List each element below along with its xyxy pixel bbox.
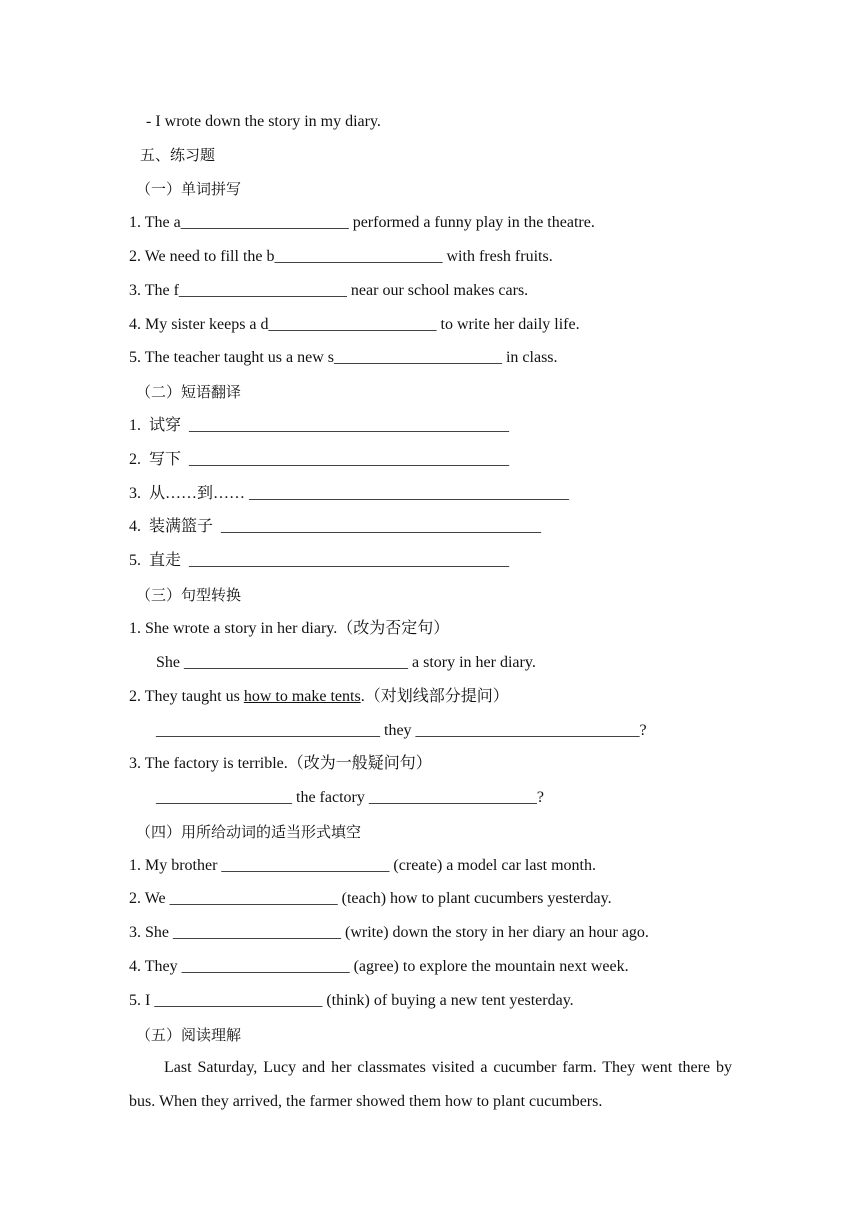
phrase-q1: 1. 试穿 ________________________________________ — [129, 417, 510, 434]
transform-q2-post: .（对划线部分提问） — [360, 688, 509, 705]
phrase-q2: 2. 写下 ________________________________________ — [129, 451, 510, 468]
verb-q5: 5. I _____________________ (think) of buying a new tent yesterday. — [129, 992, 574, 1009]
spelling-q1: 1. The a_____________________ performed a funny play in the theatre. — [129, 214, 595, 231]
subsection-sentence-transform: （三）句型转换 — [136, 586, 242, 604]
verb-q2: 2. We _____________________ (teach) how to plant cucumbers yesterday. — [129, 890, 612, 907]
verb-q4: 4. They _____________________ (agree) to explore the mountain next week. — [129, 958, 629, 975]
spelling-q3: 3. The f_____________________ near our school makes cars. — [129, 282, 529, 299]
transform-q3-answer: _________________ the factory _____________________? — [156, 789, 544, 806]
spelling-q5: 5. The teacher taught us a new s_____________________ in class. — [129, 349, 558, 366]
transform-q1-answer: She ____________________________ a story in her diary. — [156, 654, 536, 671]
phrase-q3: 3. 从……到…… ________________________________________ — [129, 485, 570, 502]
underlined-phrase: how to make tents — [243, 688, 361, 705]
phrase-q5: 5. 直走 ________________________________________ — [129, 552, 510, 569]
spelling-q4: 4. My sister keeps a d_____________________ to write her daily life. — [129, 316, 580, 333]
spelling-q2: 2. We need to fill the b_____________________ with fresh fruits. — [129, 248, 553, 265]
transform-q2 — [129, 687, 509, 707]
transform-q3: 3. The factory is terrible.（改为一般疑问句） — [129, 755, 432, 772]
transform-q2-answer: ____________________________ they ____________________________? — [156, 722, 647, 739]
subsection-phrase-translation: （二）短语翻译 — [136, 383, 242, 401]
subsection-spelling: （一）单词拼写 — [136, 180, 242, 198]
verb-q1: 1. My brother _____________________ (create) a model car last month. — [129, 857, 596, 874]
reading-passage: Last Saturday, Lucy and her classmates visited a cucumber farm. They went there by bus. When they arrived, the farmer showed them how to plant cucumbers. — [129, 1059, 732, 1110]
section-title: 五、练习题 — [140, 146, 216, 164]
line-example: - I wrote down the story in my diary. — [146, 113, 381, 130]
subsection-verb-forms: （四）用所给动词的适当形式填空 — [136, 823, 362, 841]
verb-q3: 3. She _____________________ (write) down the story in her diary an hour ago. — [129, 924, 649, 941]
subsection-reading: （五）阅读理解 — [136, 1026, 242, 1044]
transform-q1: 1. She wrote a story in her diary.（改为否定句） — [129, 620, 450, 637]
phrase-q4: 4. 装满篮子 ________________________________________ — [129, 518, 542, 535]
transform-q2-pre: 2. They taught us — [129, 688, 244, 705]
